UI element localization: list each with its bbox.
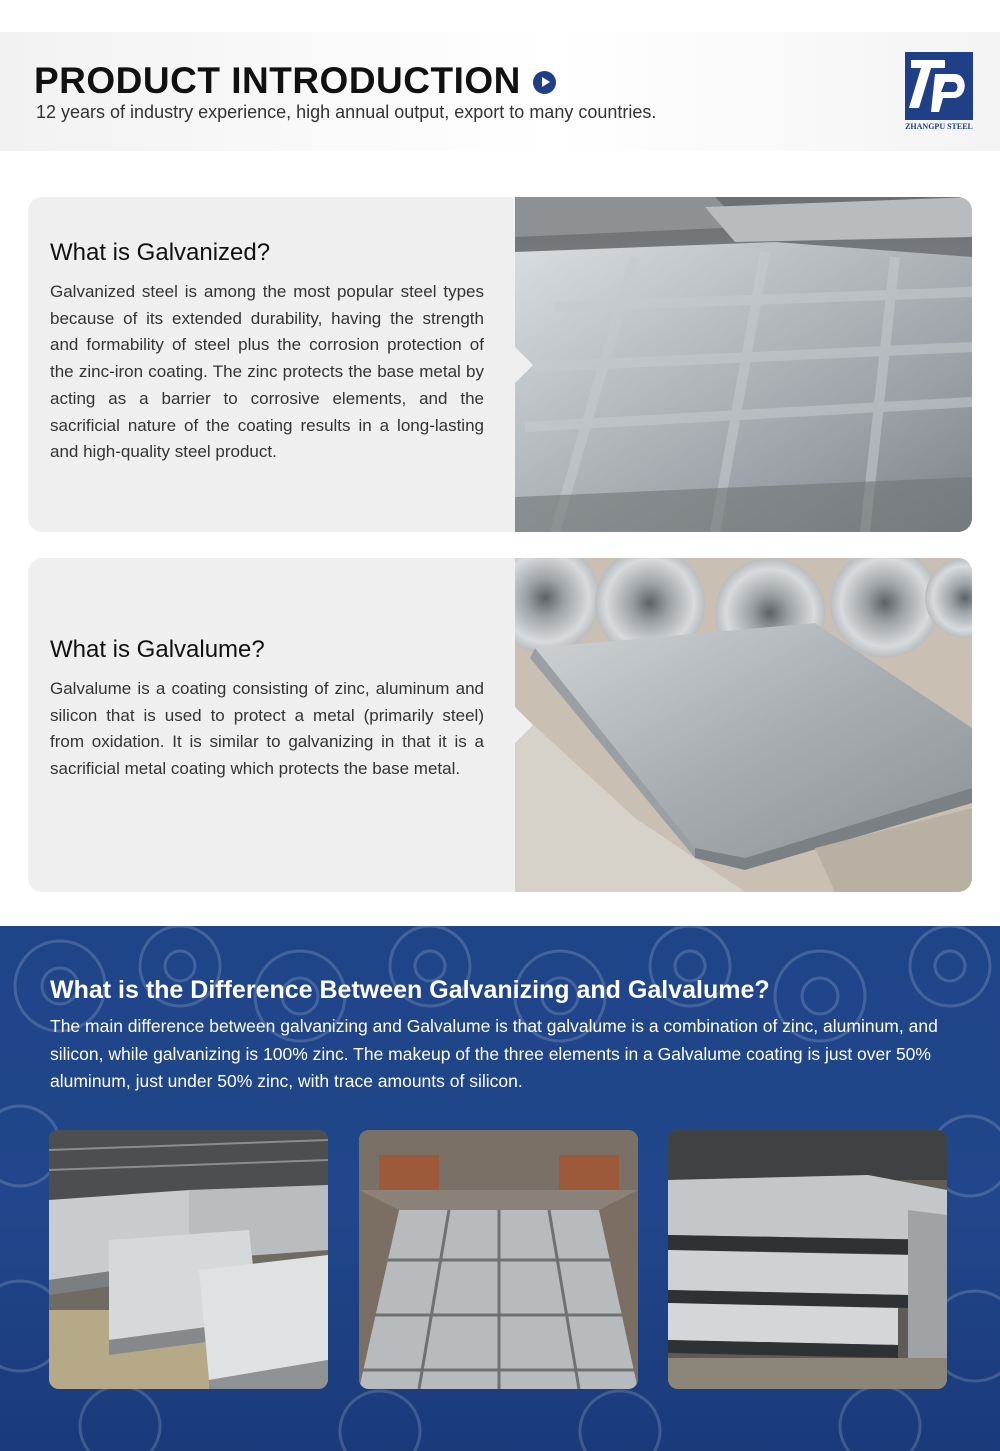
galvalume-coil-photo [515,558,972,892]
galvalume-card [28,558,972,892]
header-banner [0,32,1000,151]
galvanized-heading: What is Galvanized? [50,239,271,266]
page-title-text: PRODUCT INTRODUCTION [34,60,521,101]
difference-heading: What is the Difference Between Galvanizing and Galvalume? [50,976,770,1004]
page-subtitle: 12 years of industry experience, high annual output, export to many countries. [36,102,657,122]
warehouse-stacks-photo [49,1130,328,1389]
card-pointer [515,707,533,743]
play-circle-icon[interactable] [533,71,556,94]
card-pointer [515,347,533,383]
difference-section [0,926,1000,1451]
bundled-stacks-photo [668,1130,947,1389]
galvalume-heading: What is Galvalume? [50,636,265,663]
sheet-aisle-photo [359,1130,638,1389]
logo-caption: ZHANGPU STEEL [905,122,973,131]
galvanized-body: Galvanized steel is among the most popular steel types because of its extended durability, having the strength and formability of steel plus the corrosion protection of the zinc-iron coating. The zinc protects the base metal by acting as a barrier to corrosive elements, and the sacrificial nature of the coating results in a long-lasting and high-quality steel product. [50,282,484,462]
difference-body: The main difference between galvanizing and Galvalume is that galvalume is a combination of zinc, aluminum, and silicon, while galvanizing is 100% zinc. The makeup of the three elements in a Galvalume coating is just over 50% aluminum, just under 50% zinc, with trace amounts of silicon. [50,1016,938,1091]
galvanized-card [28,197,972,532]
galvalume-text [50,636,484,783]
galvalume-body: Galvalume is a coating consisting of zinc, aluminum and silicon that is used to protect a metal (primarily steel) from oxidation. It is similar to galvanizing in that it is a sacrificial metal coating which protects the base metal. [50,679,484,779]
page-title [34,60,556,102]
galvanized-sheet-photo [515,197,972,532]
galvanized-text [50,239,484,466]
